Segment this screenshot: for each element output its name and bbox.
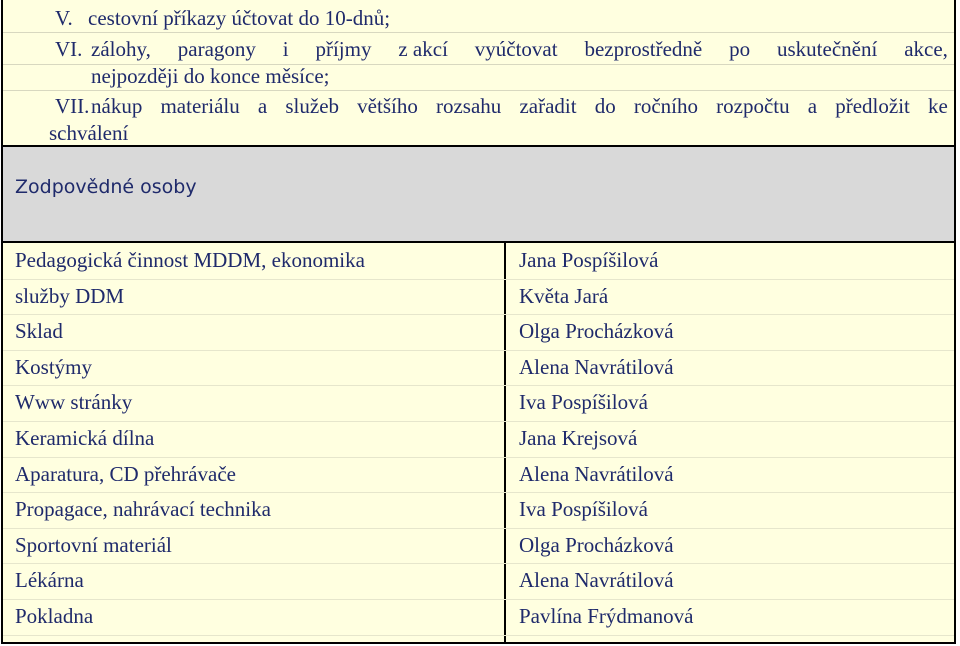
rules-section bbox=[3, 0, 954, 147]
rule-text-line bbox=[91, 37, 948, 61]
area-cell: služby DDM bbox=[15, 283, 125, 308]
word: z akcí bbox=[398, 37, 448, 61]
table-row bbox=[3, 386, 954, 422]
table-row bbox=[3, 458, 954, 494]
section-header bbox=[3, 147, 954, 243]
document-frame bbox=[1, 0, 956, 644]
area-cell: Kostýmy bbox=[15, 354, 93, 379]
rule-text-line bbox=[91, 94, 948, 118]
table-row bbox=[3, 493, 954, 529]
word: příjmy bbox=[315, 37, 372, 61]
area-cell: Pokladna bbox=[15, 604, 94, 628]
person-cell: Alena Navrátilová bbox=[519, 354, 674, 379]
area-cell: Keramická dílna bbox=[15, 426, 155, 450]
word: vyúčtovat bbox=[474, 37, 558, 61]
divider bbox=[3, 32, 954, 33]
divider bbox=[3, 90, 954, 91]
table-row bbox=[3, 280, 954, 316]
rule-text: cestovní příkazy účtovat do 10-dnů; bbox=[88, 6, 391, 30]
word: bezprostředně bbox=[584, 37, 703, 61]
word: i bbox=[282, 37, 289, 61]
word: rozsahu bbox=[435, 94, 502, 118]
rule-number: V. bbox=[55, 6, 73, 30]
person-cell: Olga Procházková bbox=[519, 319, 674, 344]
area-cell: Lékárna bbox=[15, 568, 84, 593]
word: do bbox=[594, 94, 616, 118]
word: služeb bbox=[285, 94, 340, 118]
area-cell: Propagace, nahrávací technika bbox=[15, 497, 271, 522]
person-cell: Pavlína Frýdmanová bbox=[519, 604, 694, 628]
responsibles-table bbox=[3, 243, 954, 642]
person-cell: Alena Navrátilová bbox=[519, 461, 674, 486]
table-row bbox=[3, 564, 954, 600]
word: většího bbox=[357, 94, 418, 118]
table-row bbox=[3, 422, 954, 458]
rule-number: VII. bbox=[55, 94, 90, 118]
word: předložit bbox=[835, 94, 910, 118]
area-cell: Pedagogická činnost MDDM, ekonomika bbox=[15, 248, 365, 272]
person-cell: Jana Krejsová bbox=[519, 426, 638, 450]
rule-number: VI. bbox=[55, 37, 83, 61]
word: a bbox=[807, 94, 818, 118]
area-cell: Www stránky bbox=[15, 390, 133, 415]
rule-text: nejpozději do konce měsíce; bbox=[91, 64, 330, 88]
rule-text: schválení bbox=[49, 121, 129, 145]
area-cell: Sportovní materiál bbox=[15, 532, 172, 557]
word: akce, bbox=[904, 37, 948, 61]
table-row bbox=[3, 529, 954, 565]
word: a bbox=[257, 94, 268, 118]
area-cell: Aparatura, CD přehrávače bbox=[15, 461, 236, 486]
person-cell: Iva Pospíšilová bbox=[519, 390, 648, 415]
person-cell: Olga Procházková bbox=[519, 532, 674, 557]
section-title: Zodpovědné osoby bbox=[15, 176, 197, 198]
person-cell: Květa Jará bbox=[519, 283, 609, 308]
word: paragony bbox=[177, 37, 256, 61]
table-row bbox=[3, 244, 954, 280]
word: zařadit bbox=[519, 94, 577, 118]
word: rozpočtu bbox=[716, 94, 790, 118]
table-row bbox=[3, 351, 954, 387]
word: uskutečnění bbox=[777, 37, 878, 61]
table-row bbox=[3, 600, 954, 636]
word: ke bbox=[928, 94, 948, 118]
person-cell: Iva Pospíšilová bbox=[519, 497, 648, 522]
word: nákup bbox=[91, 94, 143, 118]
word: materiálu bbox=[160, 94, 240, 118]
person-cell: Alena Navrátilová bbox=[519, 568, 674, 593]
word: zálohy, bbox=[91, 37, 151, 61]
word: ročního bbox=[633, 94, 698, 118]
word: po bbox=[729, 37, 751, 61]
table-row bbox=[3, 315, 954, 351]
person-cell: Jana Pospíšilová bbox=[519, 248, 659, 272]
area-cell: Sklad bbox=[15, 319, 63, 344]
